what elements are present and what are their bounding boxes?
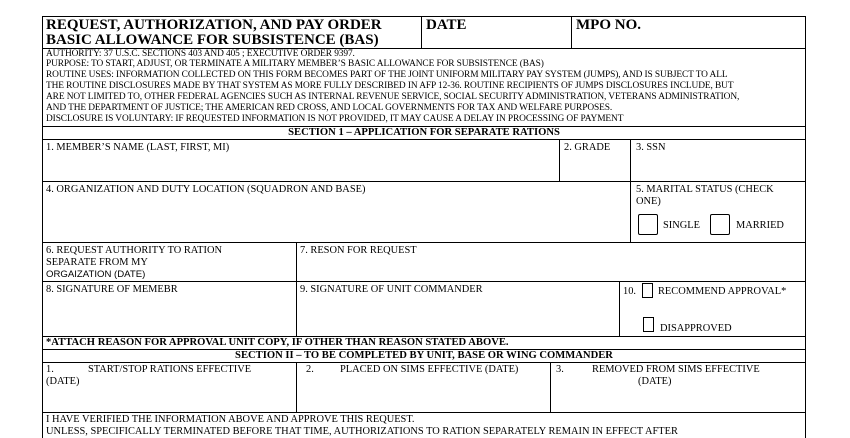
rule-row3-bottom — [42, 281, 806, 282]
routine-uses-line1: ROUTINE USES: INFORMATION COLLECTED ON THIS FORM BECOMES PART OF THE JOINT UNIFORM MILITARY PAY SYSTEM (JUMPS), AND IS SUBJECT TO ALL — [46, 70, 728, 80]
form-title-line2: BASIC ALLOWANCE FOR SUBSISTENCE (BAS) — [46, 32, 379, 48]
start-stop-field[interactable] — [43, 390, 295, 410]
married-label: MARRIED — [736, 220, 784, 231]
marital-status-label-line1: 5. MARITAL STATUS (CHECK — [636, 184, 774, 195]
placed-on-sims-label: PLACED ON SIMS EFFECTIVE (DATE) — [340, 364, 519, 375]
rule-right — [805, 16, 806, 438]
grade-field[interactable] — [560, 156, 630, 180]
routine-uses-line3: ARE NOT LIMITED TO, OTHER FEDERAL AGENCIES SUCH AS INTERNAL REVENUE SERVICE, SOCIAL SECURITY ADMINISTRATION, VETERANS ADMINISTRATION, — [46, 92, 740, 102]
marital-status-label-line2: ONE) — [636, 196, 661, 207]
reason-field[interactable] — [297, 259, 804, 280]
section2-title: SECTION II – TO BE COMPLETED BY UNIT, BASE OR WING COMMANDER — [235, 350, 613, 361]
mpo-label: MPO NO. — [576, 17, 641, 33]
start-stop-label-line1: START/STOP RATIONS EFFECTIVE — [88, 364, 252, 375]
attach-reason-note: *ATTACH REASON FOR APPROVAL UNIT COPY, IF OTHER THAN REASON STATED ABOVE. — [46, 337, 509, 348]
start-stop-number: 1. — [46, 364, 54, 375]
grade-label: 2. GRADE — [564, 142, 611, 153]
date-field[interactable] — [422, 34, 571, 48]
rule-org-marital — [630, 181, 631, 242]
organization-field[interactable] — [43, 198, 629, 240]
request-authority-label-line3: ORGAIZATION (DATE) — [46, 269, 146, 280]
reason-label: 7. RESON FOR REQUEST — [300, 245, 417, 256]
member-name-field[interactable] — [43, 156, 559, 180]
verification-line2: UNLESS, SPECIFICALLY TERMINATED BEFORE THAT TIME, AUTHORIZATIONS TO RATION SEPARATELY REMAIN IN EFFECT AFTER — [46, 426, 678, 437]
removed-from-sims-label-line1: REMOVED FROM SIMS EFFECTIVE — [592, 364, 760, 375]
verification-line1: I HAVE VERIFIED THE INFORMATION ABOVE AND APPROVE THIS REQUEST. — [46, 414, 415, 425]
placed-on-sims-number: 2. — [306, 364, 314, 375]
approval-field-number: 10. — [623, 286, 636, 297]
member-name-label: 1. MEMBER’S NAME (LAST, FIRST, MI) — [46, 142, 230, 153]
commander-signature-field[interactable] — [297, 298, 618, 334]
date-label: DATE — [426, 17, 467, 33]
disclosure-text: DISCLOSURE IS VOLUNTARY: IF REQUESTED INFORMATION IS NOT PROVIDED, IT MAY CAUSE A DELAY IN PROCESSING OF PAYMENT — [46, 114, 624, 124]
placed-on-sims-field[interactable] — [297, 390, 549, 410]
purpose-text: PURPOSE: TO START, ADJUST, OR TERMINATE A MILITARY MEMBER’S BASIC ALLOWANCE FOR SUBSISTENCE (BAS) — [46, 59, 544, 69]
routine-uses-line2: THE ROUTINE DISCLOSURES MADE BY THAT SYSTEM AS MORE FULLY DESCRIBED IN AFP 12-36. ROUTINE RECIPIENTS OF JUMPS DISCLOSURES INCLUDE, BUT — [46, 81, 734, 91]
rule-s2-row-bottom — [42, 412, 806, 413]
disapproved-checkbox[interactable] — [643, 317, 654, 332]
section1-title: SECTION 1 – APPLICATION FOR SEPARATE RATIONS — [288, 127, 560, 138]
rule-commander-approval — [619, 281, 620, 336]
request-authority-label-line1: 6. REQUEST AUTHORITY TO RATION — [46, 245, 222, 256]
organization-label: 4. ORGANIZATION AND DUTY LOCATION (SQUADRON AND BASE) — [46, 184, 366, 195]
start-stop-label-line2: (DATE) — [46, 376, 80, 387]
member-signature-field[interactable] — [43, 298, 295, 334]
married-checkbox[interactable] — [710, 214, 730, 235]
removed-from-sims-number: 3. — [556, 364, 564, 375]
removed-from-sims-field[interactable] — [551, 390, 804, 410]
rule-row1-bottom — [42, 181, 806, 182]
recommend-approval-checkbox[interactable] — [642, 283, 653, 298]
single-checkbox[interactable] — [638, 214, 658, 235]
ssn-label: 3. SSN — [636, 142, 666, 153]
commander-signature-label: 9. SIGNATURE OF UNIT COMMANDER — [300, 284, 483, 295]
rule-row2-bottom — [42, 242, 806, 243]
request-authority-label-line2: SEPARATE FROM MY — [46, 257, 148, 268]
form-title-line1: REQUEST, AUTHORIZATION, AND PAY ORDER — [46, 17, 382, 33]
removed-from-sims-label-line2: (DATE) — [638, 376, 672, 387]
single-label: SINGLE — [663, 220, 700, 231]
member-signature-label: 8. SIGNATURE OF MEMEBR — [46, 284, 178, 295]
rule-section1-title-bottom — [42, 139, 806, 140]
recommend-approval-label: RECOMMEND APPROVAL* — [658, 286, 787, 297]
mpo-field[interactable] — [572, 34, 804, 48]
authority-text: AUTHORITY: 37 U.S.C. SECTIONS 403 AND 405 ; EXECUTIVE ORDER 9397. — [46, 49, 355, 59]
ssn-field[interactable] — [631, 156, 804, 180]
disapproved-label: DISAPPROVED — [660, 323, 732, 334]
routine-uses-line4: AND THE DEPARTMENT OF JUSTICE; THE AMERICAN RED CROSS, AND LOCAL GOVERNMENTS FOR TAX AND WELFARE PURPOSES. — [46, 103, 613, 113]
rule-section2-title-bottom — [42, 362, 806, 363]
